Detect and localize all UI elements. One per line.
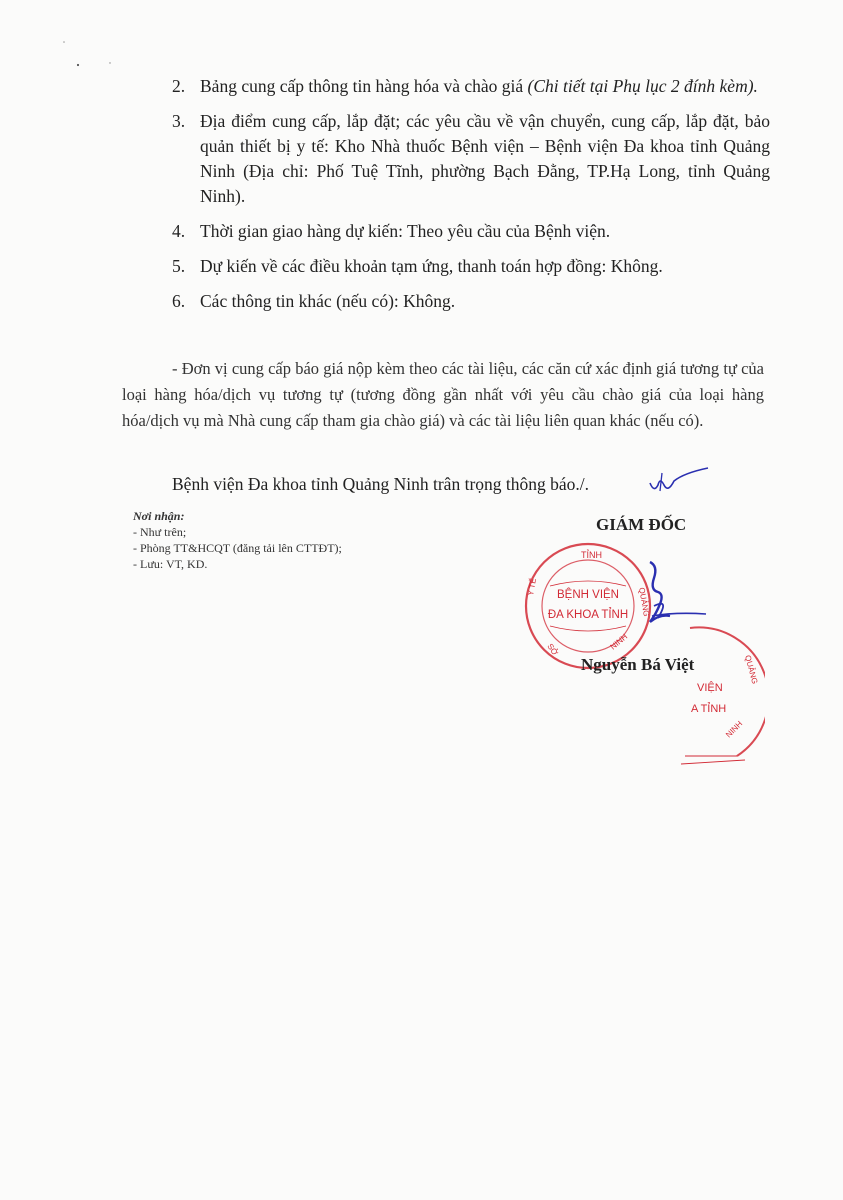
info-list xyxy=(172,74,770,324)
scan-specks xyxy=(60,40,120,70)
official-stamp-partial xyxy=(665,616,765,766)
svg-text:TỈNH: TỈNH xyxy=(581,550,602,560)
item-number: 3. xyxy=(172,111,186,131)
recipient-line: - Lưu: VT, KD. xyxy=(133,557,208,571)
item-text: Bảng cung cấp thông tin hàng hóa và chào giá xyxy=(200,76,528,96)
list-item xyxy=(172,219,770,244)
item-text: Thời gian giao hàng dự kiến: Theo yêu cầu của Bệnh viện. xyxy=(200,221,611,241)
recipients-block xyxy=(133,508,342,572)
list-item xyxy=(172,109,770,209)
handwritten-signature xyxy=(630,556,720,636)
list-item xyxy=(172,74,770,99)
list-item xyxy=(172,289,770,314)
signer-name: Nguyễn Bá Việt xyxy=(581,655,695,674)
item-number: 4. xyxy=(172,221,186,241)
item-text: Địa điểm cung cấp, lắp đặt; các yêu cầu về vận chuyển, cung cấp, lắp đặt, bảo quản thiết bị y tế: Kho Nhà thuốc Bệnh viện – Bệnh viện Đa khoa tỉnh Quảng Ninh (Địa chỉ: Phố Tuệ Tĩnh, phường Bạch Đằng, TP.Hạ Long, tỉnh Quảng Ninh). xyxy=(200,111,770,206)
recipients-title: Nơi nhận: xyxy=(133,509,185,523)
svg-text:ĐA KHOA TỈNH: ĐA KHOA TỈNH xyxy=(547,609,629,621)
item-italic-text: (Chi tiết tại Phụ lục 2 đính kèm). xyxy=(527,76,758,96)
list-item xyxy=(172,254,770,279)
item-number: 6. xyxy=(172,291,186,311)
svg-text:VIỆN: VIỆN xyxy=(697,682,723,694)
initial-mark xyxy=(644,463,714,499)
svg-text:BỆNH VIỆN: BỆNH VIỆN xyxy=(557,589,619,601)
closing-statement: Bệnh viện Đa khoa tỉnh Quảng Ninh trân trọng thông báo./. xyxy=(172,474,590,494)
item-number: 2. xyxy=(172,76,186,96)
signature-title: GIÁM ĐỐC xyxy=(596,515,687,534)
svg-text:SỞ: SỞ xyxy=(545,641,560,658)
recipient-line: - Phòng TT&HCQT (đăng tải lên CTTĐT); xyxy=(133,541,342,555)
svg-text:NINH: NINH xyxy=(724,719,745,740)
item-number: 5. xyxy=(172,256,186,276)
recipient-line: - Như trên; xyxy=(133,525,187,539)
note-paragraph: - Đơn vị cung cấp báo giá nộp kèm theo các tài liệu, các căn cứ xác định giá tương tự của loại hàng hóa/dịch vụ tương tự (tương đồng gần nhất với yêu cầu chào giá của loại hàng hóa/dịch vụ mà Nhà cung cấp tham gia chào giá) và các tài liệu liên quan khác (nếu có). xyxy=(122,359,764,430)
svg-text:A TỈNH: A TỈNH xyxy=(691,703,727,715)
item-text: Các thông tin khác (nếu có): Không. xyxy=(200,291,456,311)
svg-text:QUẢNG: QUẢNG xyxy=(637,586,651,618)
svg-text:NINH: NINH xyxy=(608,632,630,652)
svg-text:Y TẾ: Y TẾ xyxy=(526,577,539,597)
svg-text:QUẢNG: QUẢNG xyxy=(743,654,760,685)
item-text: Dự kiến về các điều khoản tạm ứng, thanh toán hợp đồng: Không. xyxy=(200,256,663,276)
